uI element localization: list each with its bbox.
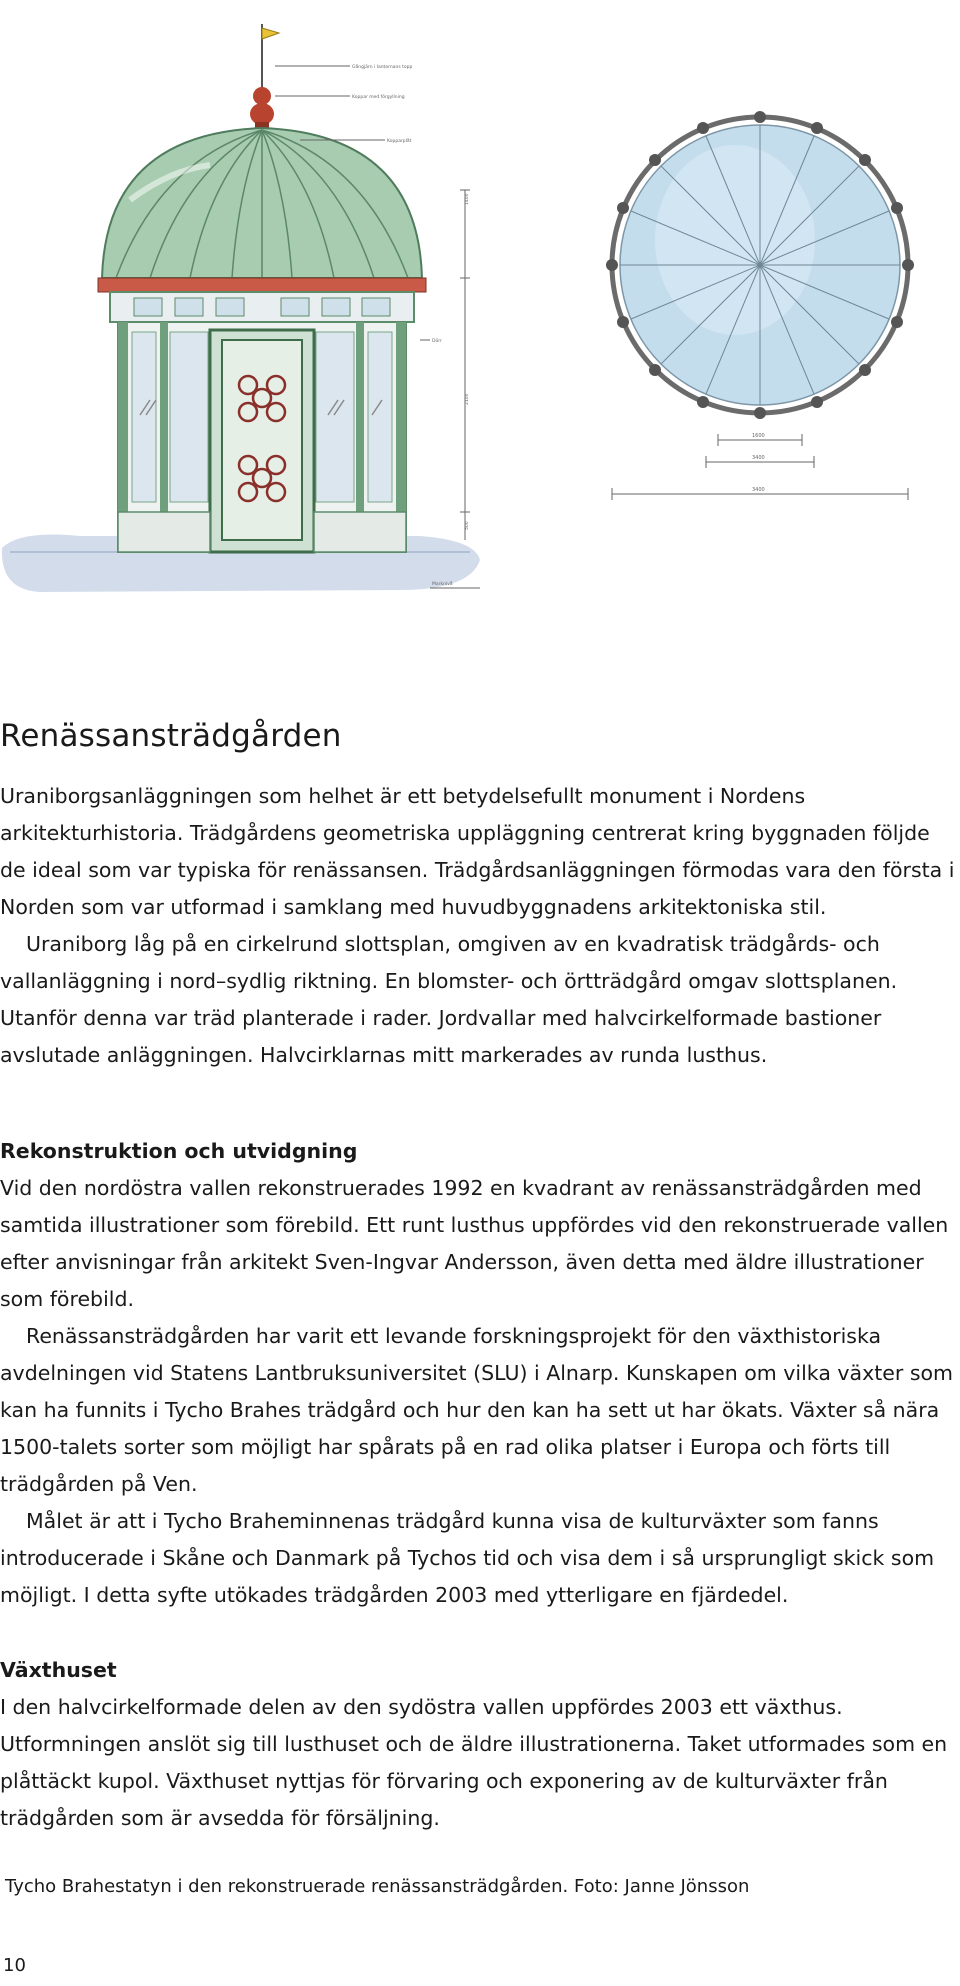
elevation-dimension: 500 [465,521,470,530]
elevation-label: Gångjärn i lanternans topp [352,65,413,70]
pavilion-elevation [98,24,426,552]
elevation-dimension: 2100 [465,393,470,405]
plan-dimension: 1600 [752,433,765,439]
elevation-label: Kopparplåt [387,139,412,144]
body-paragraph: I den halvcirkelformade delen av den sydöstra vallen uppfördes 2003 ett växthus. Utformningen anslöt sig till lusthuset och de äldre illustrationerna. Taket utformades som en plåttäckt kupol. Växthuset nyttjas för förvaring och exponering av de kulturväxter från trädgården som är avsedda för försäljning. [0,1695,948,1830]
elevation-label: Marknivå [432,582,453,587]
body-paragraph: Målet är att i Tycho Braheminnenas trädgård kunna visa de kulturväxter som fanns introducerade i Skåne och Danmark på Tychos tid och visa dem i så ursprungligt skick som möjligt. I detta syfte utökades trädgården 2003 med ytterligare en fjärdedel. [0,1509,935,1607]
photo-caption: Tycho Brahestatyn i den rekonstruerade renässansträdgården. Foto: Janne Jönsson [5,1876,750,1897]
greenhouse-section [0,1652,958,1837]
body-paragraph: Uraniborgsanläggningen som helhet är ett betydelsefullt monument i Nordens arkitekturhistoria. Trädgårdens geometriska uppläggning centrerat kring byggnaden följde de ideal som var typiska för renässansen. Trädgårdsanläggningen förmodas vara den första i Norden som var utformad i samklang med huvudbyggnadens arkitektoniska stil. [0,784,955,919]
plan-dimension: 3400 [752,455,765,461]
body-paragraph: Uraniborg låg på en cirkelrund slottsplan, omgiven av en kvadratisk trädgårds- och vallanläggning i nord–sydlig riktning. En blomster- och örtträdgård omgav slottsplanen. Utanför denna var träd planterade i rader. Jordvallar med halvcirkelformade bastioner avslutade anläggningen. Halvcirklarnas mitt markerades av runda lusthus. [0,932,898,1067]
section-heading: Växthuset [0,1658,117,1682]
page-title: Renässansträdgården [0,718,342,754]
elevation-dimension: 1400 [465,193,470,205]
pavilion-plan [606,111,914,500]
elevation-label: Dörr [432,339,442,344]
body-paragraph: Renässansträdgården har varit ett levande forskningsprojekt för den växthistoriska avdelningen vid Statens Lantbruksuniversitet (SLU) i Alnarp. Kunskapen om vilka växter som kan ha funnits i Tycho Brahes trädgård och hur den kan ha sett ut har ökats. Växter så nära 1500-talets sorter som möjligt har spårats på en rad olika platser i Europa och förts till trädgården på Ven. [0,1324,954,1496]
plan-dimension: 3400 [752,487,765,493]
reconstruction-section [0,1133,958,1614]
elevation-label: Koppar med förgyllning [352,95,405,100]
section-heading: Rekonstruktion och utvidgning [0,1139,358,1163]
intro-section [0,778,958,1074]
pavilion-illustration [0,0,960,600]
page-number: 10 [3,1955,26,1976]
body-paragraph: Vid den nordöstra vallen rekonstruerades 1992 en kvadrant av renässansträdgården med samtida illustrationer som förebild. Ett runt lusthus uppfördes vid den rekonstruerade vallen efter anvisningar från arkitekt Sven-Ingvar Andersson, även detta med äldre illustrationer som förebild. [0,1176,949,1311]
